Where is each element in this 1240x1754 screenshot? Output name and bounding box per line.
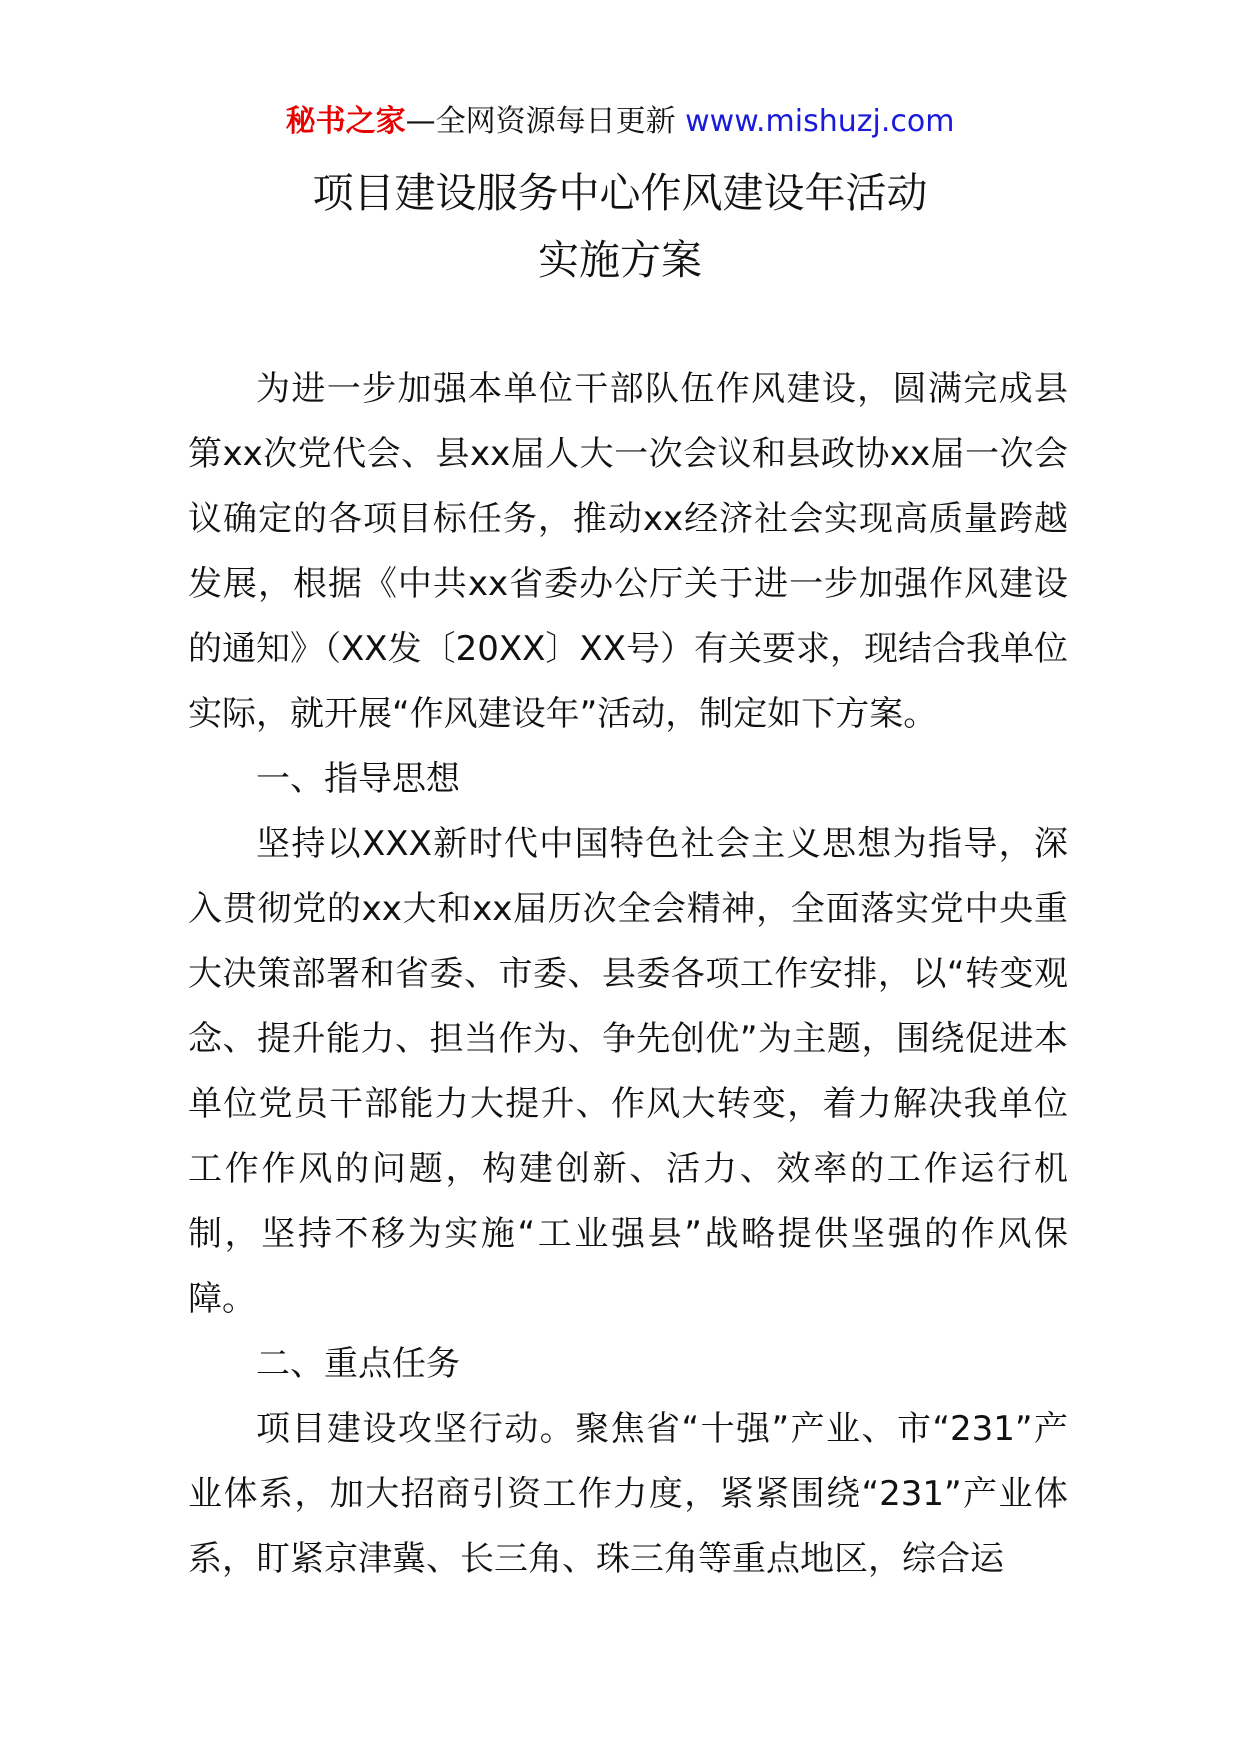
site-header	[0, 100, 1240, 144]
section-heading-key-tasks: 二、重点任务	[256, 1344, 460, 1384]
guiding-ideology-paragraph: 坚持以XXX新时代中国特色社会主义思想为指导，深入贯彻党的xx大和xx届历次全会精神，全面落实党中央重大决策部署和省委、市委、县委各项工作安排，以“转变观念、提升能力、担当作为、争先创优”为主题，围绕促进本单位党员干部能力大提升、作风大转变，着力解决我单位工作作风的问题，构建创新、活力、效率的工作运行机制，坚持不移为实施“工业强县”战略提供坚强的作风保障。	[188, 824, 1068, 1319]
intro-paragraph: 为进一步加强本单位干部队伍作风建设，圆满完成县第xx次党代会、县xx届人大一次会议和县政协xx届一次会议确定的各项目标任务，推动xx经济社会实现高质量跨越发展，根据《中共xx省委办公厅关于进一步加强作风建设的通知》（XX发〔20XX〕XX号）有关要求，现结合我单位实际，就开展“作风建设年”活动，制定如下方案。	[188, 369, 1069, 734]
document-title-line-1: 项目建设服务中心作风建设年活动	[312, 169, 928, 217]
site-tagline: —全网资源每日更新	[405, 104, 676, 139]
brand-name: 秘书之家	[285, 104, 406, 139]
document-title-line-2: 实施方案	[538, 236, 702, 284]
section-heading-guiding-ideology: 一、指导思想	[256, 759, 460, 799]
document-body	[188, 357, 1068, 1592]
key-tasks-paragraph: 项目建设攻坚行动。聚焦省“十强”产业、市“231”产业体系，加大招商引资工作力度，紧紧围绕“231”产业体系，盯紧京津冀、长三角、珠三角等重点地区，综合运	[188, 1409, 1068, 1579]
site-url-link[interactable]: www.mishuzj.com	[685, 104, 955, 139]
